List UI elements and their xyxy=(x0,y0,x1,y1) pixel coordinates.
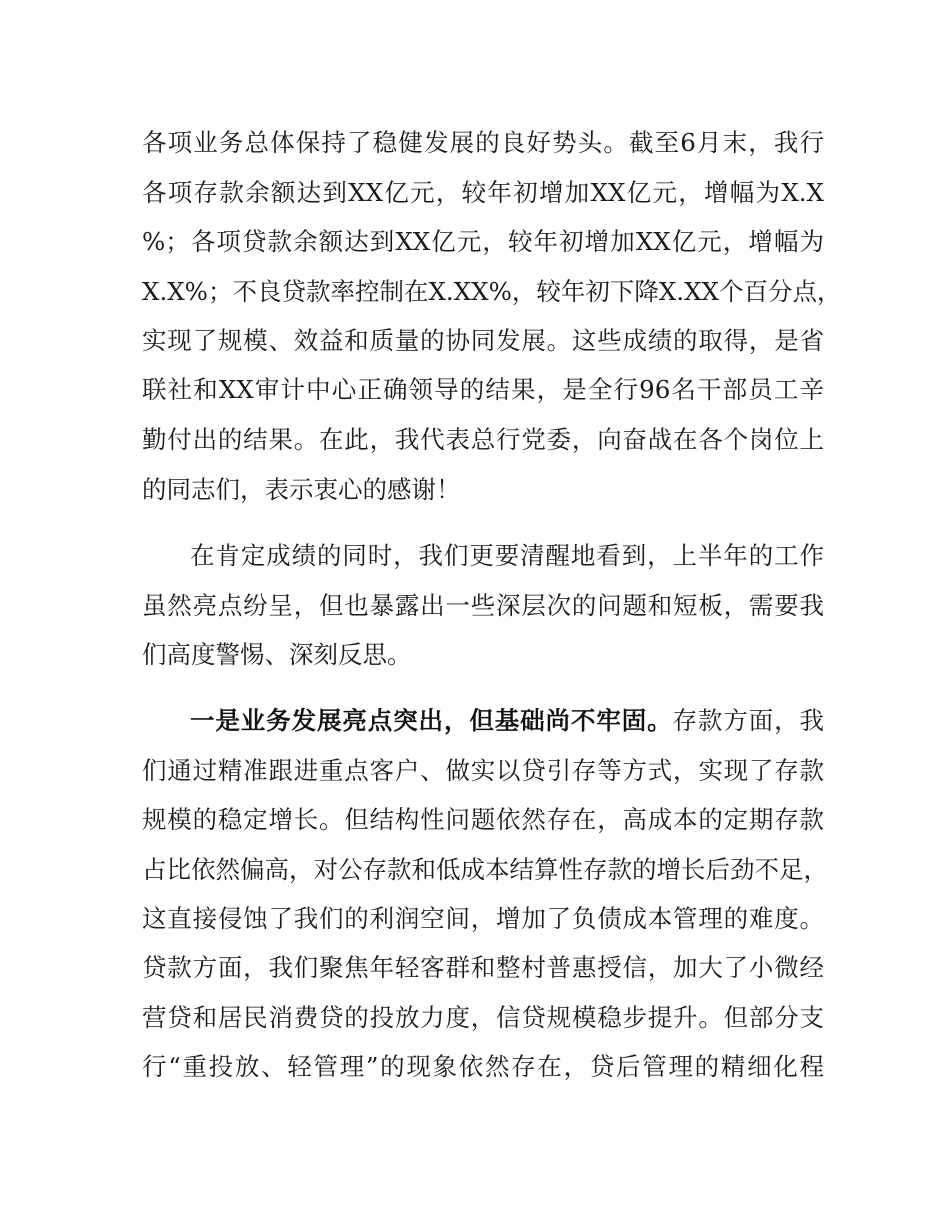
text-line: 各项业务总体保持了稳健发展的良好势头。截至6月末，我行 xyxy=(142,128,824,157)
text-line: 行“重投放、轻管理”的现象依然存在，贷后管理的精细化程 xyxy=(142,1052,824,1081)
text-line: 的同志们，表示衷心的感谢！ xyxy=(142,475,461,504)
text-span: 存款方面，我 xyxy=(672,706,825,735)
text-line: 实现了规模、效益和质量的协同发展。这些成绩的取得，是省 xyxy=(142,326,824,355)
text-line: 联社和XX审计中心正确领导的结果，是全行96名干部员工辛 xyxy=(142,375,824,404)
paragraph-lead-line xyxy=(190,699,824,743)
text-line: 占比依然偏高，对公存款和低成本结算性存款的增长后劲不足， xyxy=(142,855,828,884)
text-line: %；各项贷款余额达到XX亿元，较年初增加XX亿元，增幅为 xyxy=(142,227,824,256)
text-line: 贷款方面，我们聚焦年轻客群和整村普惠授信，加大了小微经 xyxy=(142,953,824,982)
text-line: 虽然亮点纷呈，但也暴露出一些深层次的问题和短板，需要我 xyxy=(142,591,824,620)
text-line: 规模的稳定增长。但结构性问题依然存在，高成本的定期存款 xyxy=(142,805,824,834)
text-line: 们通过精准跟进重点客户、做实以贷引存等方式，实现了存款 xyxy=(142,756,824,785)
text-line: 勤付出的结果。在此，我代表总行党委，向奋战在各个岗位上 xyxy=(142,425,824,454)
text-line: 在肯定成绩的同时，我们更要清醒地看到，上半年的工作 xyxy=(190,541,824,570)
section-heading: 一是业务发展亮点突出，但基础尚不牢固。 xyxy=(190,706,673,735)
text-line: 这直接侵蚀了我们的利润空间，增加了负债成本管理的难度。 xyxy=(142,904,824,933)
text-line: 营贷和居民消费贷的投放力度，信贷规模稳步提升。但部分支 xyxy=(142,1003,824,1032)
text-line: 各项存款余额达到XX亿元，较年初增加XX亿元，增幅为X.X xyxy=(142,178,824,207)
text-line: X.X%；不良贷款率控制在X.XX%，较年初下降X.XX个百分点， xyxy=(142,277,842,306)
text-line: 们高度警惕、深刻反思。 xyxy=(142,640,412,669)
